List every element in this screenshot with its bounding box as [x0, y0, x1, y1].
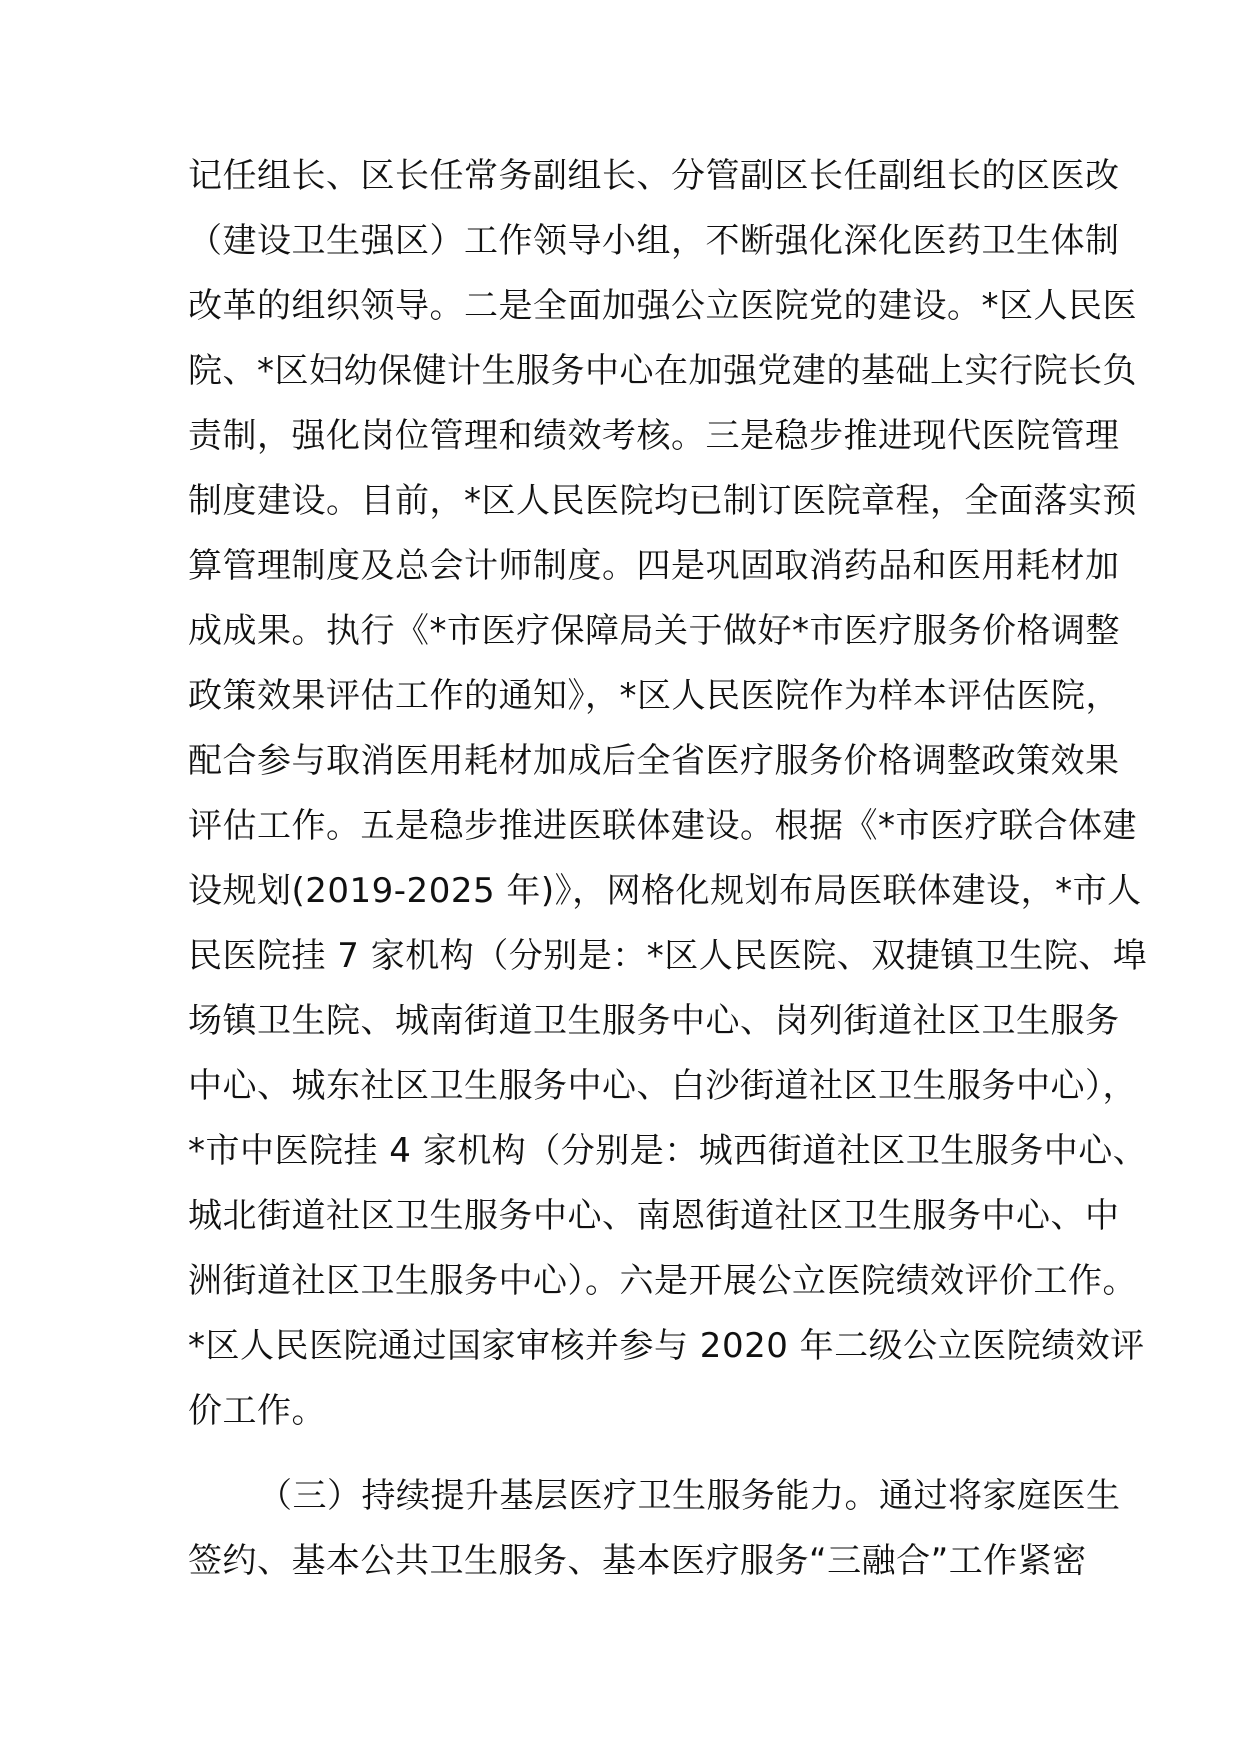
- text-line: 民医院挂 7 家机构（分别是：*区人民医院、双捷镇卫生院、埠: [188, 936, 1148, 976]
- text-line: 改革的组织领导。二是全面加强公立医院党的建设。*区人民医: [188, 286, 1137, 326]
- section-heading-line: （三）持续提升基层医疗卫生服务能力。通过将家庭医生: [258, 1476, 1121, 1516]
- text-line: 洲街道社区卫生服务中心）。六是开展公立医院绩效评价工作。: [188, 1261, 1137, 1301]
- text-line: 算管理制度及总会计师制度。四是巩固取消药品和医用耗材加: [188, 546, 1120, 586]
- text-line: 院、*区妇幼保健计生服务中心在加强党建的基础上实行院长负: [188, 351, 1137, 391]
- text-line: 中心、城东社区卫生服务中心、白沙街道社区卫生服务中心），: [188, 1066, 1137, 1106]
- text-line: 设规划(2019-2025 年)》，网格化规划布局医联体建设，*市人: [188, 871, 1142, 911]
- text-line: 城北街道社区卫生服务中心、南恩街道社区卫生服务中心、中: [188, 1196, 1120, 1236]
- text-line: 价工作。: [188, 1391, 326, 1431]
- text-line: （建设卫生强区）工作领导小组，不断强化深化医药卫生体制: [188, 221, 1120, 261]
- text-line: 成成果。执行《*市医疗保障局关于做好*市医疗服务价格调整: [188, 611, 1120, 651]
- text-line: 配合参与取消医用耗材加成后全省医疗服务价格调整政策效果: [188, 741, 1120, 781]
- text-line: 政策效果评估工作的通知》，*区人民医院作为样本评估医院，: [188, 676, 1120, 716]
- text-line: *市中医院挂 4 家机构（分别是：城西街道社区卫生服务中心、: [188, 1131, 1148, 1171]
- text-line: 签约、基本公共卫生服务、基本医疗服务“三融合”工作紧密: [188, 1541, 1087, 1581]
- text-line: 场镇卫生院、城南街道卫生服务中心、岗列街道社区卫生服务: [188, 1001, 1120, 1041]
- text-line: 记任组长、区长任常务副组长、分管副区长任副组长的区医改: [188, 156, 1120, 196]
- text-line: 责制，强化岗位管理和绩效考核。三是稳步推进现代医院管理: [188, 416, 1120, 456]
- text-line: *区人民医院通过国家审核并参与 2020 年二级公立医院绩效评: [188, 1326, 1145, 1366]
- text-line: 评估工作。五是稳步推进医联体建设。根据《*市医疗联合体建: [188, 806, 1137, 846]
- text-line: 制度建设。目前，*区人民医院均已制订医院章程，全面落实预: [188, 481, 1137, 521]
